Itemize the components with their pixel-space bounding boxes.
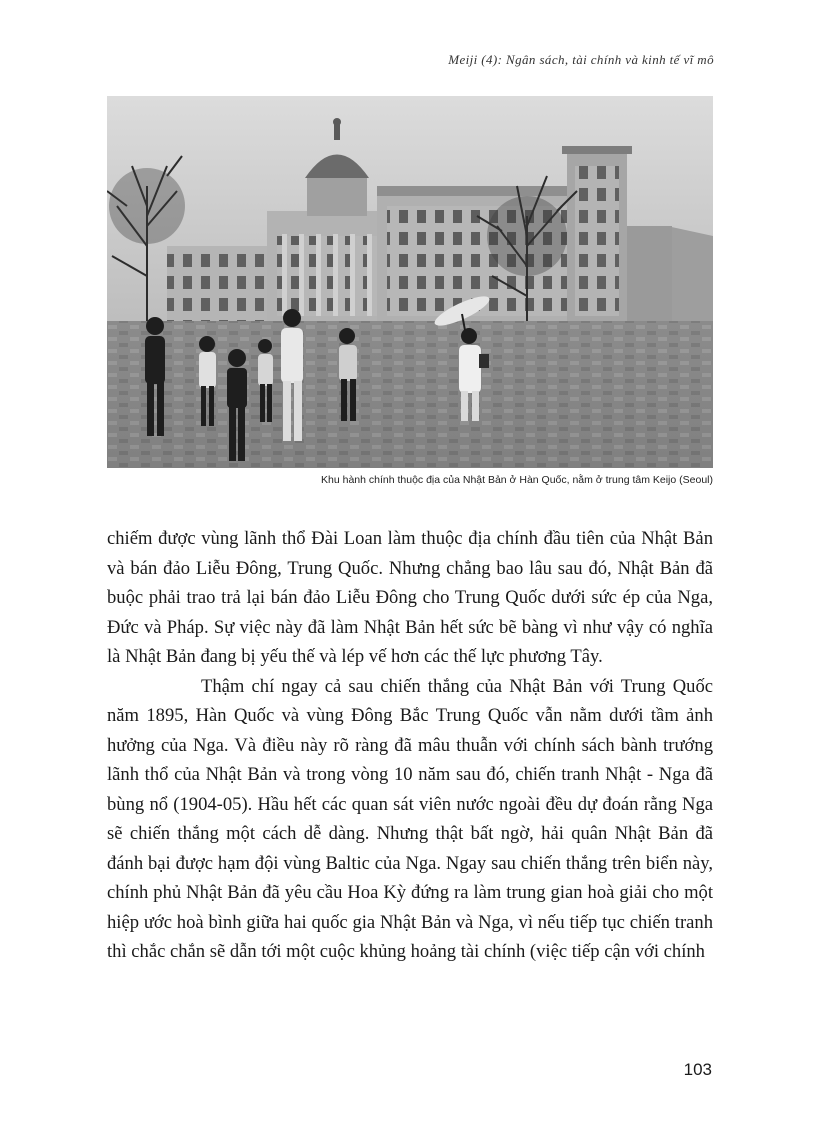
running-header: Meiji (4): Ngân sách, tài chính và kinh tế vĩ mô [448,52,714,67]
page-number: 103 [683,1060,712,1079]
paragraph: Thậm chí ngay cả sau chiến thắng của Nhật Bản với Trung Quốc năm 1895, Hàn Quốc và vùng Đông Bắc Trung Quốc vẫn nằm dưới tầm ảnh hưởng của Nga. Và điều này rõ ràng đã mâu thuẫn với chính sách bành trướng lãnh thổ của Nhật Bản và trong vòng 10 năm sau đó, chiến tranh Nhật - Nga đã bùng nổ (1904-05). Hầu hết các quan sát viên nước ngoài đều dự đoán rằng Nga sẽ chiến thắng một cách dễ dàng. Nhưng thật bất ngờ, hải quân Nhật Bản đã đánh bại được hạm đội vùng Baltic của Nga. Ngay sau chiến thắng trên biển này, chính phủ Nhật Bản đã yêu cầu Hoa Kỳ đứng ra làm trung gian hoà giải cho một hiệp ước hoà bình giữa hai quốc gia Nhật Bản và Nga, vì nếu tiếp tục chiến tranh thì chắc chắn sẽ dẫn tới một cuộc khủng hoảng tài chính (việc tiếp cận với chính [107,675,713,962]
photo-illustration [107,96,713,468]
figure-caption: Khu hành chính thuộc địa của Nhật Bản ở Hàn Quốc, nằm ở trung tâm Keijo (Seoul) [321,474,713,486]
paragraph: chiếm được vùng lãnh thổ Đài Loan làm thuộc địa chính đầu tiên của Nhật Bản và bán đảo Liễu Đông, Trung Quốc. Nhưng chẳng bao lâu sau đó, Nhật Bản đã buộc phải trao trả lại bán đảo Liễu Đông cho Trung Quốc dưới sức ép của Nga, Đức và Pháp. Sự việc này đã làm Nhật Bản hết sức bẽ bàng vì như vậy có nghĩa là Nhật Bản đang bị yếu thế và lép vế hơn các thế lực phương Tây. [107,528,713,667]
photo-colonial-government-building [107,96,713,468]
body-text [107,524,713,967]
